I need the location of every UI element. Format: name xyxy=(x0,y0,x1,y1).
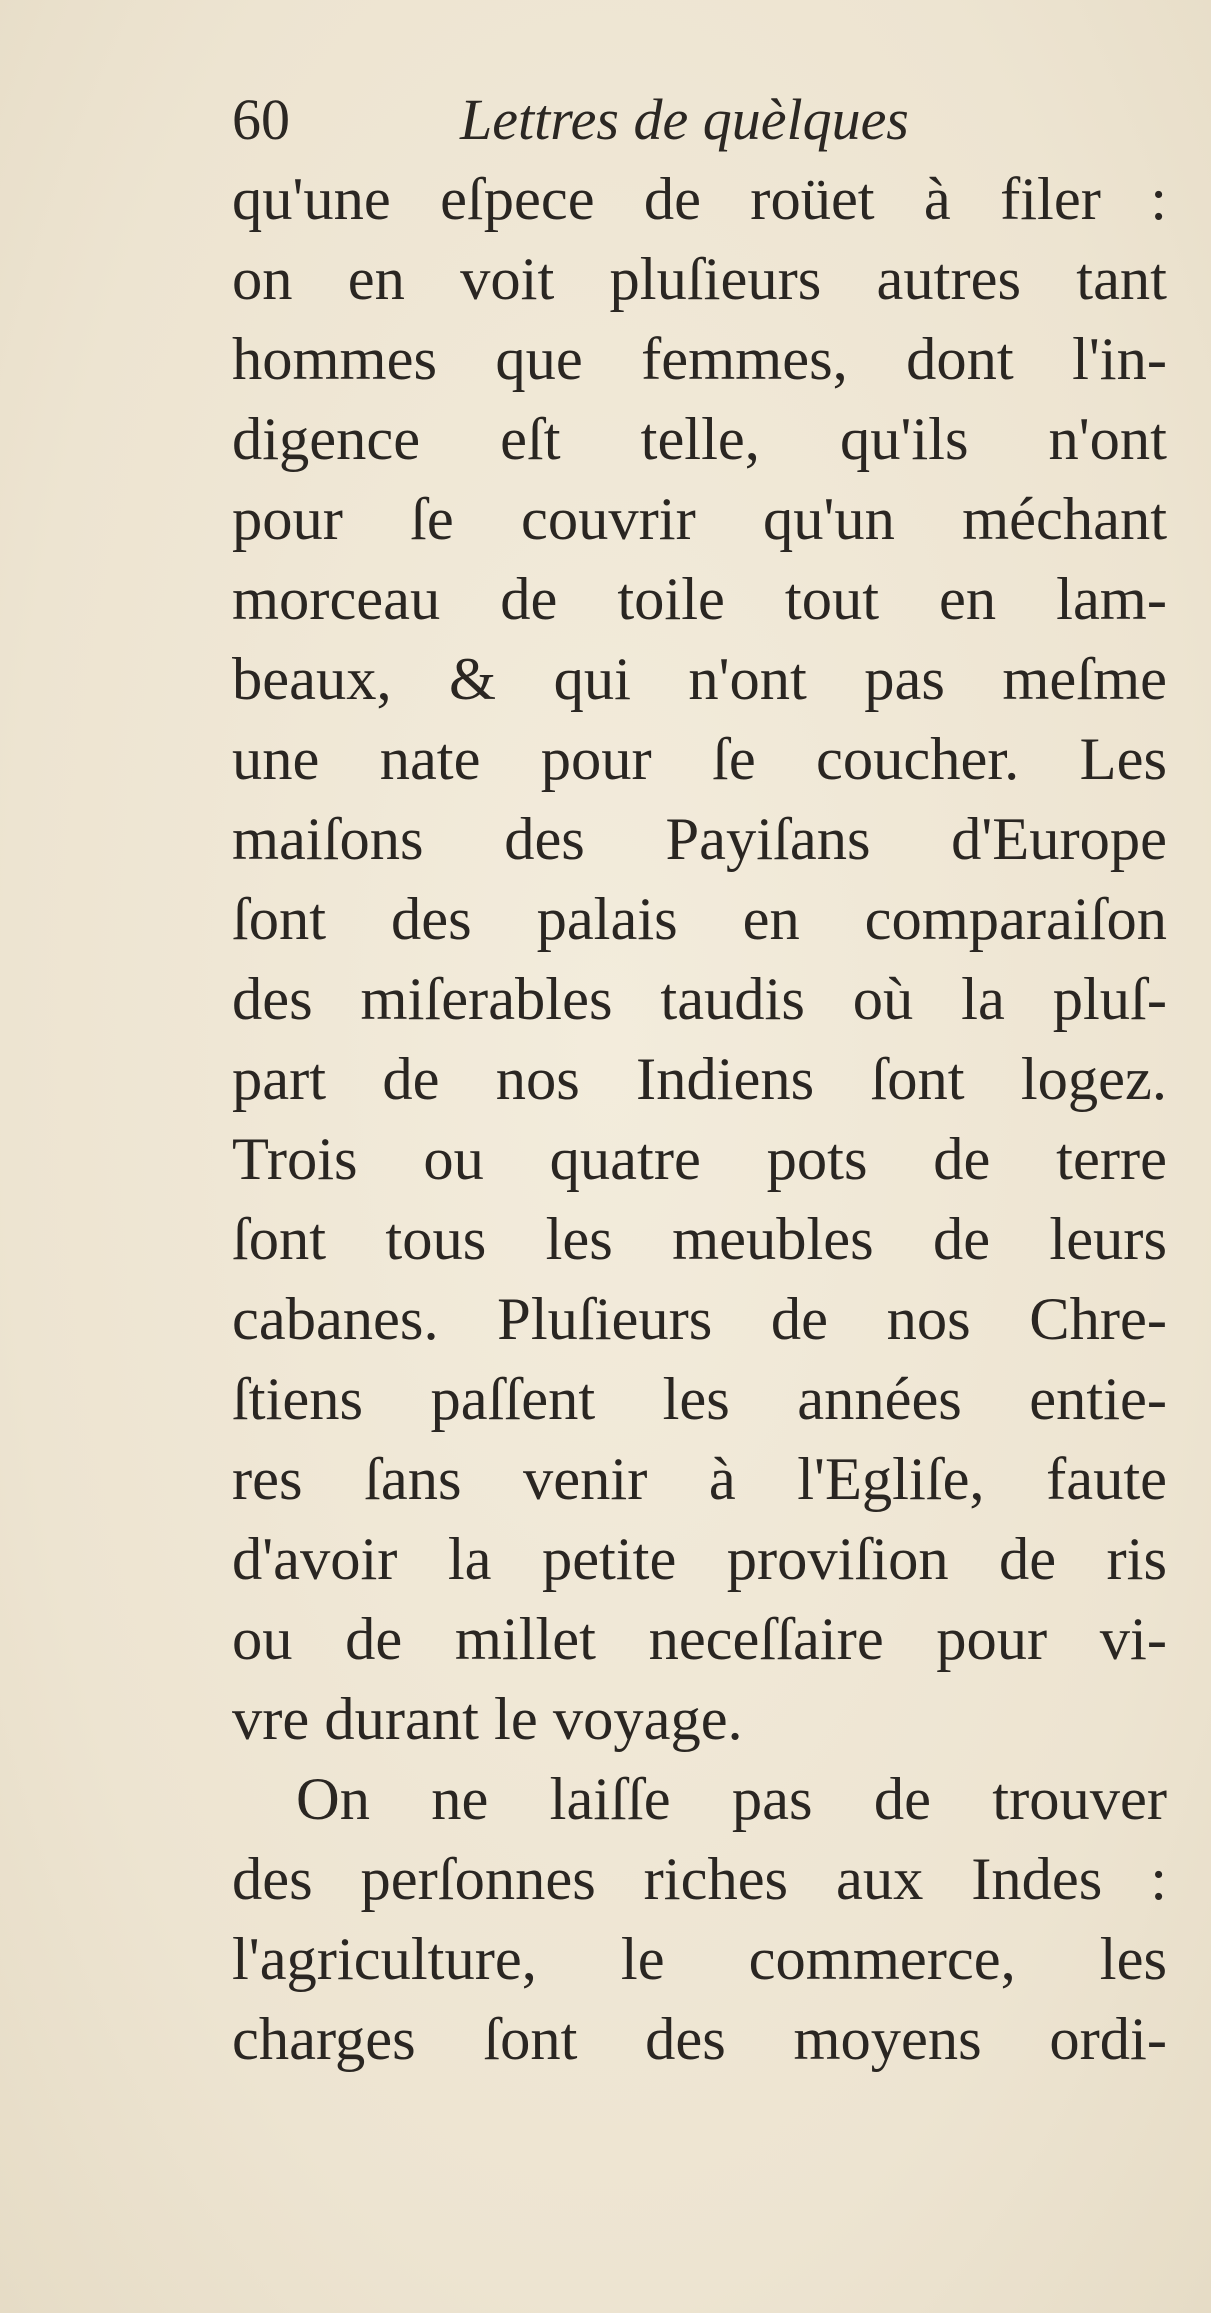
running-title: Lettres de quèlques xyxy=(460,87,909,152)
text-line: hommes que femmes, dont l'in- xyxy=(232,326,1167,393)
text-line: qu'une eſpece de roüet à filer : xyxy=(232,166,1167,233)
text-line: ou de millet neceſſaire pour vi- xyxy=(232,1606,1167,1673)
text-line: Trois ou quatre pots de terre xyxy=(232,1126,1167,1193)
text-line: une nate pour ſe coucher. Les xyxy=(232,726,1167,793)
text-line: l'agriculture, le commerce, les xyxy=(232,1926,1167,1993)
page-number: 60 xyxy=(232,87,290,152)
text-line: On ne laiſſe pas de trouver xyxy=(296,1766,1167,1833)
text-line: des miſerables taudis où la pluſ- xyxy=(232,966,1167,1033)
text-line: on en voit pluſieurs autres tant xyxy=(232,246,1167,313)
text-line: ſont des palais en comparaiſon xyxy=(232,886,1167,953)
text-line: res ſans venir à l'Egliſe, faute xyxy=(232,1446,1167,1513)
text-line: cabanes. Pluſieurs de nos Chre- xyxy=(232,1286,1167,1353)
body-text xyxy=(232,160,1167,2080)
text-line: beaux, & qui n'ont pas meſme xyxy=(232,646,1167,713)
text-line: pour ſe couvrir qu'un méchant xyxy=(232,486,1167,553)
text-line: charges ſont des moyens ordi- xyxy=(232,2006,1167,2073)
text-line: d'avoir la petite proviſion de ris xyxy=(232,1526,1167,1593)
text-line: ſont tous les meubles de leurs xyxy=(232,1206,1167,1273)
text-line: maiſons des Payiſans d'Europe xyxy=(232,806,1167,873)
text-line: part de nos Indiens ſont logez. xyxy=(232,1046,1167,1113)
text-line: morceau de toile tout en lam- xyxy=(232,566,1167,633)
text-line: vre durant le voyage. xyxy=(232,1686,743,1753)
page-header xyxy=(232,85,992,155)
text-line: des perſonnes riches aux Indes : xyxy=(232,1846,1167,1913)
text-line: digence eſt telle, qu'ils n'ont xyxy=(232,406,1167,473)
text-line: ſtiens paſſent les années entie- xyxy=(232,1366,1167,1433)
